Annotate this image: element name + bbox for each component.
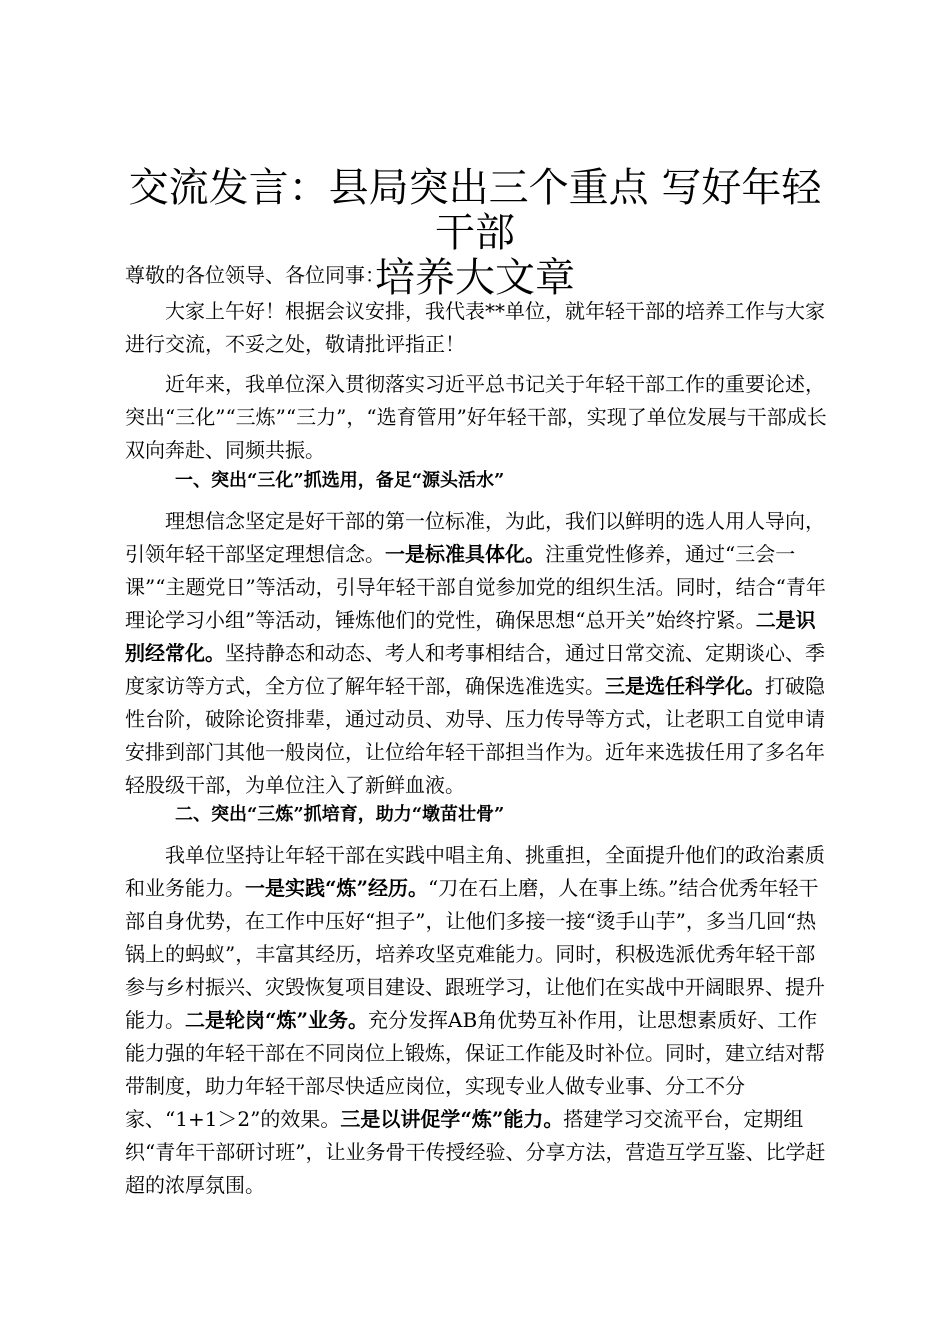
overview-paragraph: 近年来，我单位深入贯彻落实习近平总书记关于年轻干部工作的重要论述，突出“三化”“三炼”“三力”，“选育管用”好年轻干部，实现了单位发展与干部成长双向奔赴、同频共振。: [125, 372, 827, 462]
salutation: 尊敬的各位领导、各位同事：: [125, 263, 385, 287]
section-1-point-1-label: 一是标准具体化。: [385, 542, 545, 566]
section-2-point-2-text: 充分发挥AB角优势互补作用，让思想素质好、工作能力强的年轻干部在不同岗位上锻炼，保证工作能及时补位。同时，建立结对帮带制度，助力年轻干部尽快适应岗位，实现专业人做专业事、分工不分家、“1+1＞2”的效果。: [125, 1008, 825, 1131]
section-2-point-1-label: 一是实践“炼”经历。: [245, 876, 429, 900]
section-1-point-2-label: 二是识别经常化。: [125, 608, 816, 665]
section-1-point-1-text: 注重党性修养，通过“三会一课”“主题党日”等活动，引导年轻干部自觉参加党的组织生活。同时，结合“青年理论学习小组”等活动，锤炼他们的党性，确保思想“总开关”始终拧紧。: [125, 542, 826, 632]
section-1-point-3-text: 打破隐性台阶，破除论资排辈，通过动员、劝导、压力传导等方式，让老职工自觉申请安排到部门其他一般岗位，让位给年轻干部担当作为。近年来选拔任用了多名年轻股级干部，为单位注入了新鲜血液。: [125, 674, 825, 797]
intro-paragraph: 大家上午好！根据会议安排，我代表**单位，就年轻干部的培养工作与大家进行交流，不妥之处，敬请批评指正！: [125, 299, 825, 356]
section-1-point-2-text: 坚持静态和动态、考人和考事相结合，通过日常交流、定期谈心、季度家访等方式，全方位了解年轻干部，确保选准选实。: [125, 641, 825, 698]
section-2-paragraph: [125, 839, 830, 1202]
title-line-2: 培养大文章: [375, 255, 575, 301]
section-1-heading: 一、突出“三化”抓选用，备足“源头活水”: [175, 470, 505, 491]
section-2-point-3-label: 三是以讲促学“炼”能力。: [340, 1107, 564, 1131]
section-1-paragraph: [125, 505, 830, 802]
section-2-point-3-text: 搭建学习交流平台，定期组织“青年干部研讨班”，让业务骨干传授经验、分享方法，营造互学互鉴、比学赶超的浓厚氛围。: [125, 1107, 826, 1197]
section-1-point-3-label: 三是选任科学化。: [605, 674, 765, 698]
title-line-1: 交流发言：县局突出三个重点 写好年轻干部: [128, 165, 822, 256]
section-1-intro-text: 理想信念坚定是好干部的第一位标准，为此，我们以鲜明的选人用人导向，引领年轻干部坚定理想信念。: [125, 509, 825, 566]
section-2-point-2-label: 二是轮岗“炼”业务。: [185, 1008, 369, 1032]
section-2-intro-text: 我单位坚持让年轻干部在实践中唱主角、挑重担，全面提升他们的政治素质和业务能力。: [125, 843, 825, 900]
section-2-point-1-text: “刀在石上磨，人在事上练。”结合优秀年轻干部自身优势，在工作中压好“担子”，让他们多接一接“烫手山芋”，多当几回“热锅上的蚂蚁”，丰富其经历，培养攻坚克难能力。同时，积极选派优秀年轻干部参与乡村振兴、灾毁恢复项目建设、跟班学习，让他们在实战中开阔眼界、提升能力。: [125, 876, 825, 1032]
section-2-heading: 二、突出“三炼”抓培育，助力“墩苗壮骨”: [175, 804, 505, 825]
